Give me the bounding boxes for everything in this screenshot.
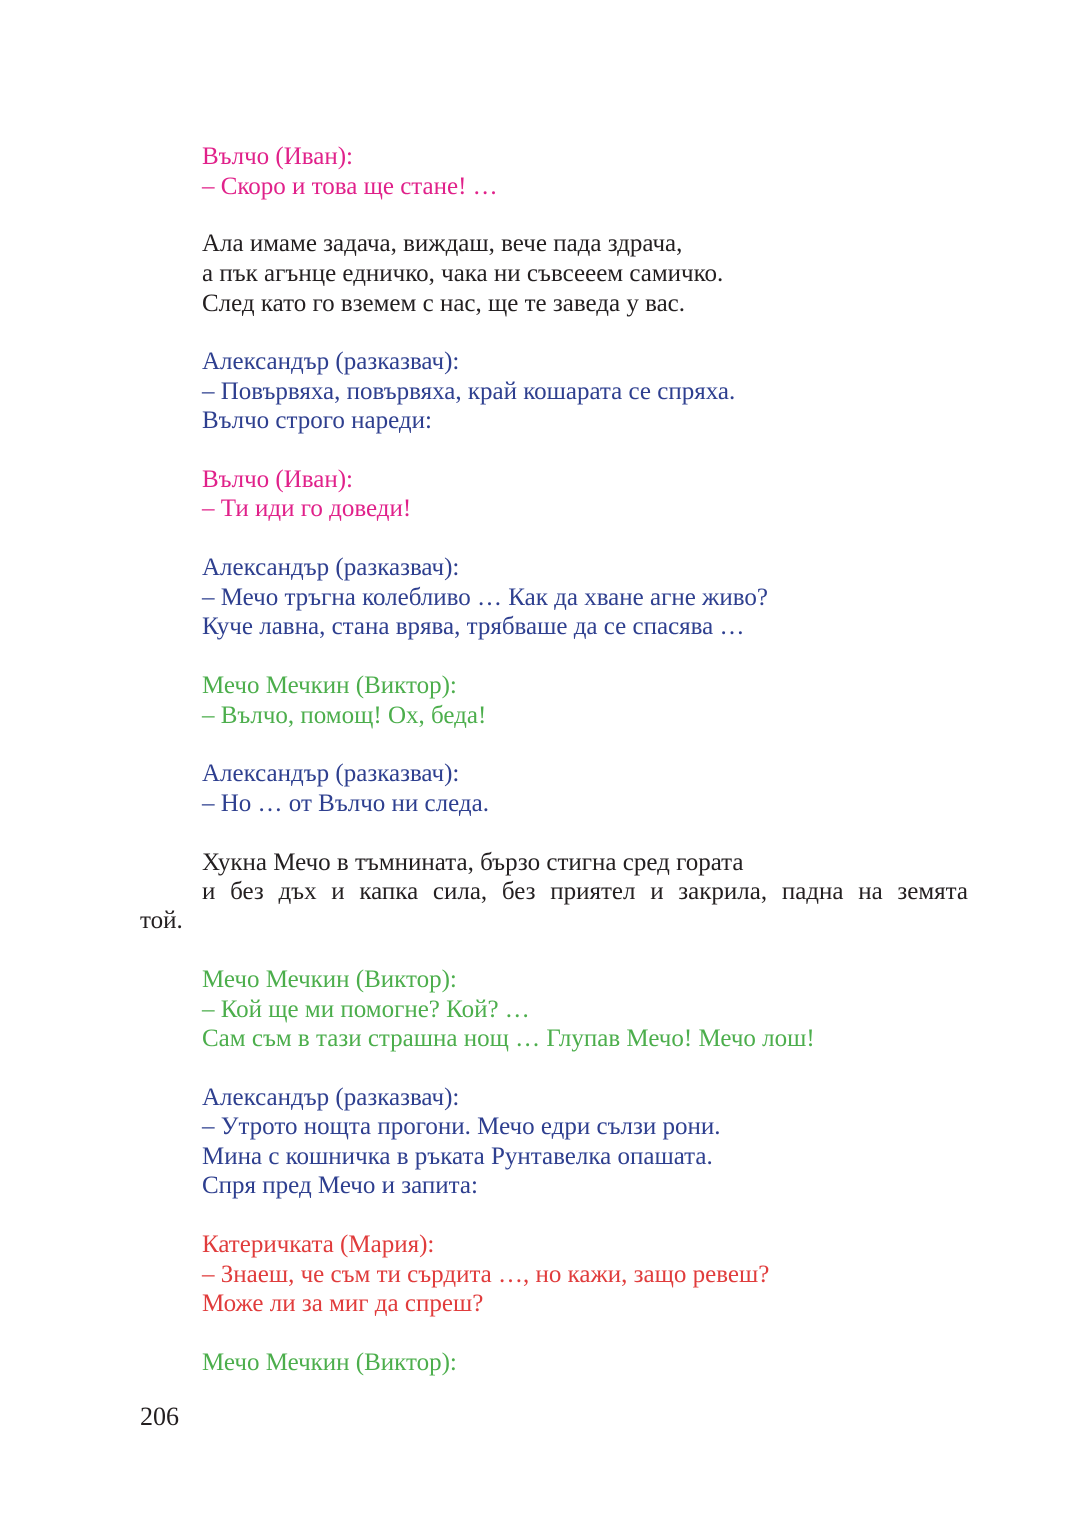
dialogue-line: – Но … от Вълчо ни следа. — [202, 790, 489, 817]
speaker-narrator: Александър (разказвач): — [202, 554, 460, 581]
dialogue-line: – Вълчо, помощ! Ох, беда! — [202, 702, 487, 729]
dialogue-line: – Утрото нощта прогони. Мечо едри сълзи рони. — [202, 1113, 721, 1140]
speaker-mecho: Мечо Мечкин (Виктор): — [202, 966, 457, 993]
dialogue-line: Може ли за миг да спреш? — [202, 1290, 484, 1317]
verse-line-justified: и без дъх и капка сила, без приятел и закрила, падна на земята — [202, 878, 968, 905]
speaker-narrator: Александър (разказвач): — [202, 1084, 460, 1111]
dialogue-line: – Мечо тръгна колебливо … Как да хване агне живо? — [202, 584, 768, 611]
dialogue-line: Вълчо строго нареди: — [202, 407, 432, 434]
dialogue-line: – Знаеш, че съм ти сърдита …, но кажи, защо ревеш? — [202, 1261, 770, 1288]
page-number: 206 — [140, 1402, 179, 1431]
speaker-mecho: Мечо Мечкин (Виктор): — [202, 1349, 457, 1376]
dialogue-line: Спря пред Мечо и запита: — [202, 1172, 478, 1199]
dialogue-line: Сам съм в тази страшна нощ … Глупав Мечо! Мечо лош! — [202, 1025, 815, 1052]
verse-line: След като го вземем с нас, ще те заведа у вас. — [202, 290, 686, 317]
dialogue-line: – Кой ще ми помогне? Кой? … — [202, 996, 530, 1023]
verse-line: Хукна Мечо в тъмнината, бързо стигна сред гората — [202, 849, 744, 876]
dialogue-line: – Ти иди го доведи! — [202, 495, 412, 522]
speaker-narrator: Александър (разказвач): — [202, 760, 460, 787]
verse-line: Ала имаме задача, виждаш, вече пада здрача, — [202, 230, 683, 257]
speaker-ivan: Вълчо (Иван): — [202, 466, 354, 493]
dialogue-line: Мина с кошничка в ръката Рунтавелка опашата. — [202, 1143, 713, 1170]
verse-line: а пък агънце едничко, чака ни съвсееем самичко. — [202, 260, 724, 287]
dialogue-line: – Повървяха, повървяха, край кошарата се спряха. — [202, 378, 736, 405]
speaker-maria: Катеричката (Мария): — [202, 1231, 435, 1258]
dialogue-line: Куче лавна, стана врява, трябваше да се спасява … — [202, 613, 745, 640]
speaker-ivan: Вълчо (Иван): — [202, 143, 354, 170]
speaker-narrator: Александър (разказвач): — [202, 348, 460, 375]
verse-line-continuation: той. — [140, 907, 183, 934]
speaker-mecho: Мечо Мечкин (Виктор): — [202, 672, 457, 699]
dialogue-line: – Скоро и това ще стане! … — [202, 173, 498, 200]
